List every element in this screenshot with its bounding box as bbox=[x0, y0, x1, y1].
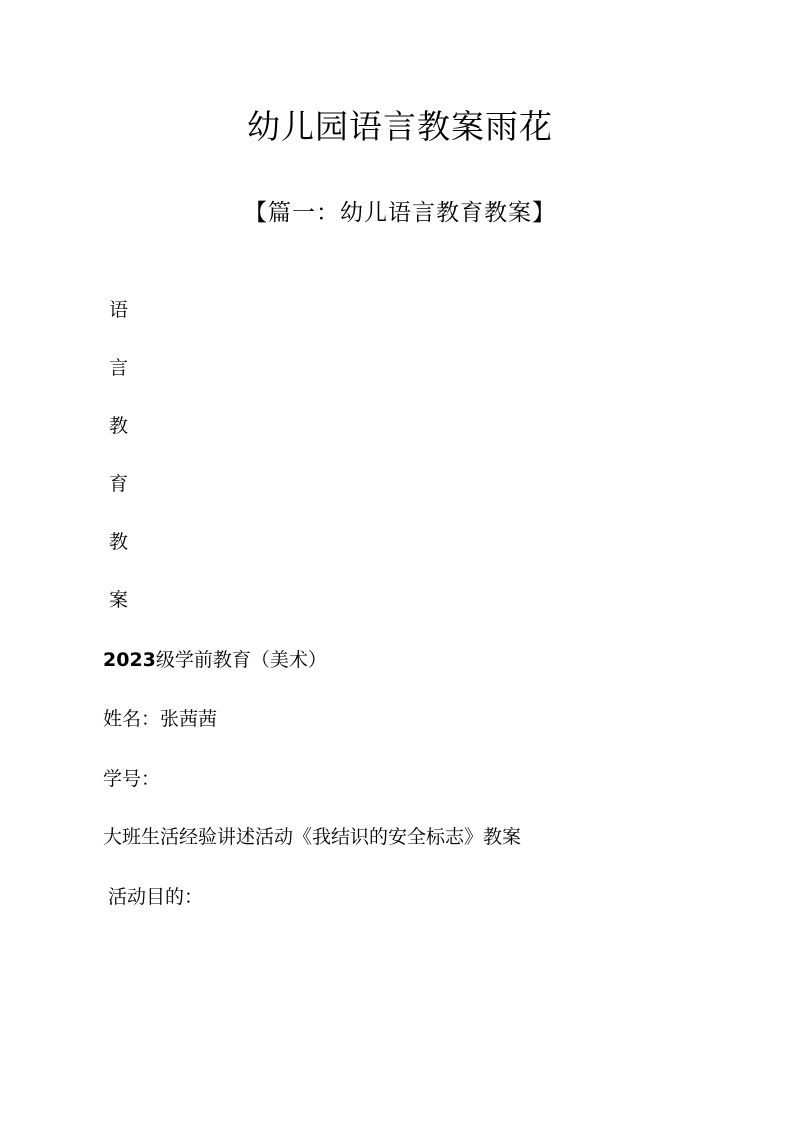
document-subtitle: 【篇一：幼儿语言教育教案】 bbox=[244, 200, 556, 226]
vertical-char-5: 教 bbox=[109, 531, 129, 553]
name-line: 姓名：张茜茜 bbox=[103, 708, 218, 730]
activity-title: 大班生活经验讲述活动《我结识的安全标志》教案 bbox=[103, 826, 522, 848]
grade-year: 2023 bbox=[103, 649, 156, 671]
vertical-char-3: 教 bbox=[109, 415, 129, 437]
grade-line bbox=[103, 645, 327, 672]
student-id-line: 学号： bbox=[103, 768, 161, 790]
vertical-char-4: 育 bbox=[109, 473, 129, 495]
vertical-char-6: 案 bbox=[109, 589, 129, 611]
document-title: 幼儿园语言教案雨花 bbox=[247, 107, 553, 146]
grade-program: 级学前教育（美术） bbox=[155, 649, 327, 671]
activity-goal-heading: 活动目的： bbox=[108, 886, 204, 908]
vertical-char-2: 言 bbox=[109, 357, 129, 379]
vertical-char-1: 语 bbox=[109, 299, 129, 321]
